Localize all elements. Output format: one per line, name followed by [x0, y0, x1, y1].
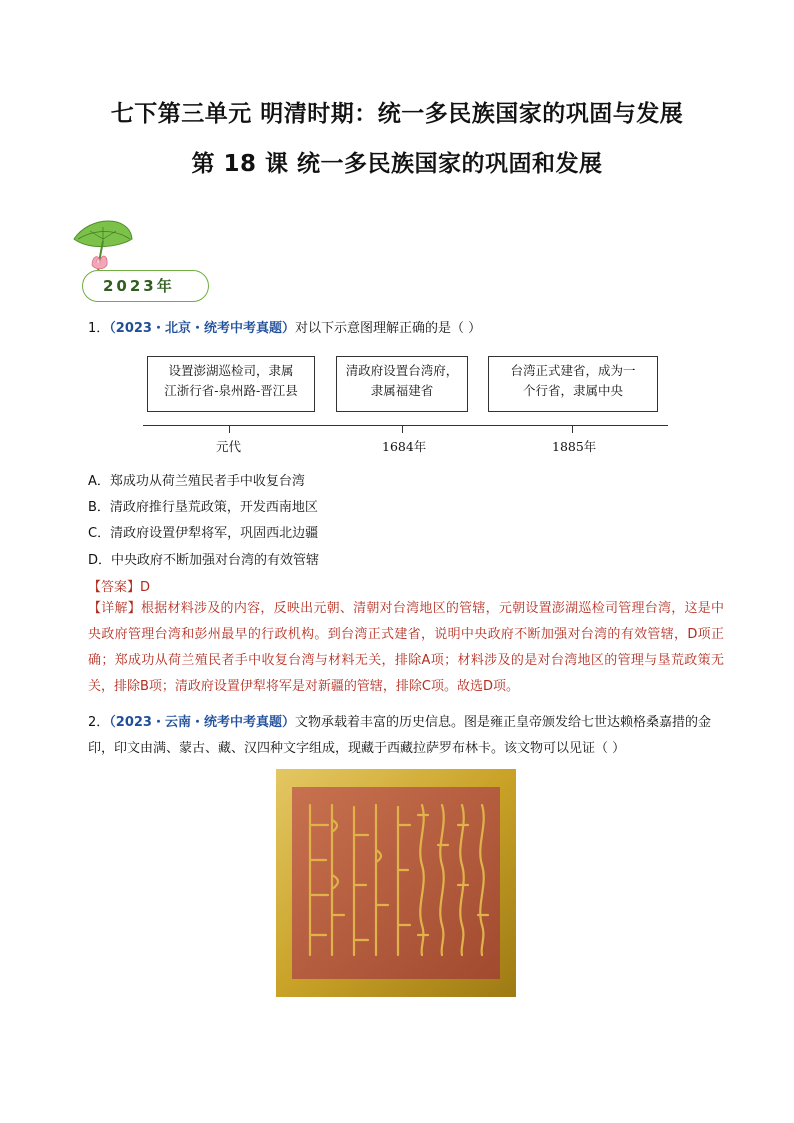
- timeline-tick: [229, 425, 230, 433]
- timeline-box-1885: [488, 356, 658, 412]
- question-number: 2．: [88, 715, 110, 730]
- question-source: （2023・北京・统考中考真题）: [109, 321, 295, 336]
- timeline-box-1684: [336, 356, 468, 412]
- timeline-box-line: 江浙行省-泉州路-晋江县: [164, 383, 298, 398]
- timeline-box-line: 个行省，隶属中央: [522, 383, 623, 398]
- timeline-box-line: 设置澎湖巡检司，隶属: [168, 363, 294, 378]
- year-badge-label: 2023年: [103, 277, 175, 295]
- question-text: 文物承载着丰富的历史信息。图是雍正皇帝颁发给七世达赖格桑嘉措的金印，印文由满、蒙古、藏、汉四种文字组成，现藏于西藏拉萨罗布林卡。该文物可以见证（ ）: [88, 715, 711, 756]
- timeline-tick: [572, 425, 573, 433]
- option-c: C．清政府设置伊犁将军，巩固西北边疆: [88, 526, 319, 541]
- answer-value: D: [140, 580, 151, 595]
- question-1-stem: [88, 316, 728, 342]
- golden-seal-image: [270, 765, 522, 1001]
- timeline-box-line: 台湾正式建省，成为一: [510, 363, 636, 378]
- timeline-box-line: 清政府设置台湾府，: [345, 363, 459, 378]
- answer-tag: 【答案】: [88, 580, 141, 595]
- timeline-label-yuan: 元代: [216, 439, 242, 454]
- unit-title: 七下第三单元 明清时期：统一多民族国家的巩固与发展: [110, 101, 684, 127]
- question-number: 1．: [88, 321, 110, 336]
- option-b: B．清政府推行垦荒政策，开发西南地区: [88, 500, 318, 515]
- timeline-label-1885: 1885年: [552, 439, 597, 454]
- timeline-box-line: 隶属福建省: [370, 383, 434, 398]
- lesson-title: 第 18 课 统一多民族国家的巩固和发展: [191, 151, 603, 177]
- option-d: D．中央政府不断加强对台湾的有效管辖: [88, 553, 320, 568]
- answer-detail: [88, 596, 724, 700]
- question-source: （2023・云南・统考中考真题）: [109, 715, 295, 730]
- option-a: A．郑成功从荷兰殖民者手中收复台湾: [88, 474, 305, 489]
- timeline-box-yuan: [147, 356, 315, 412]
- detail-tag: 【详解】: [88, 601, 142, 616]
- timeline-tick: [402, 425, 403, 433]
- timeline-axis: [143, 425, 668, 426]
- question-2-stem: [88, 710, 724, 762]
- answer-line: [88, 576, 150, 595]
- detail-text: 根据材料涉及的内容，反映出元朝、清朝对台湾地区的管辖，元朝设置澎湖巡检司管理台湾，这是中央政府管理台湾和彭州最早的行政机构。到台湾正式建省，说明中央政府不断加强对台湾的有效管辖，D项正确；郑成功从荷兰殖民者手中收复台湾与材料无关，排除A项；材料涉及的是对台湾地区的管理与垦荒政策无关，排除B项；清政府设置伊犁将军是对新疆的管辖，排除C项。故选D项。: [88, 601, 724, 694]
- timeline-label-1684: 1684年: [382, 439, 427, 454]
- year-section-badge: [70, 217, 215, 307]
- question-text: 对以下示意图理解正确的是（ ）: [294, 321, 482, 336]
